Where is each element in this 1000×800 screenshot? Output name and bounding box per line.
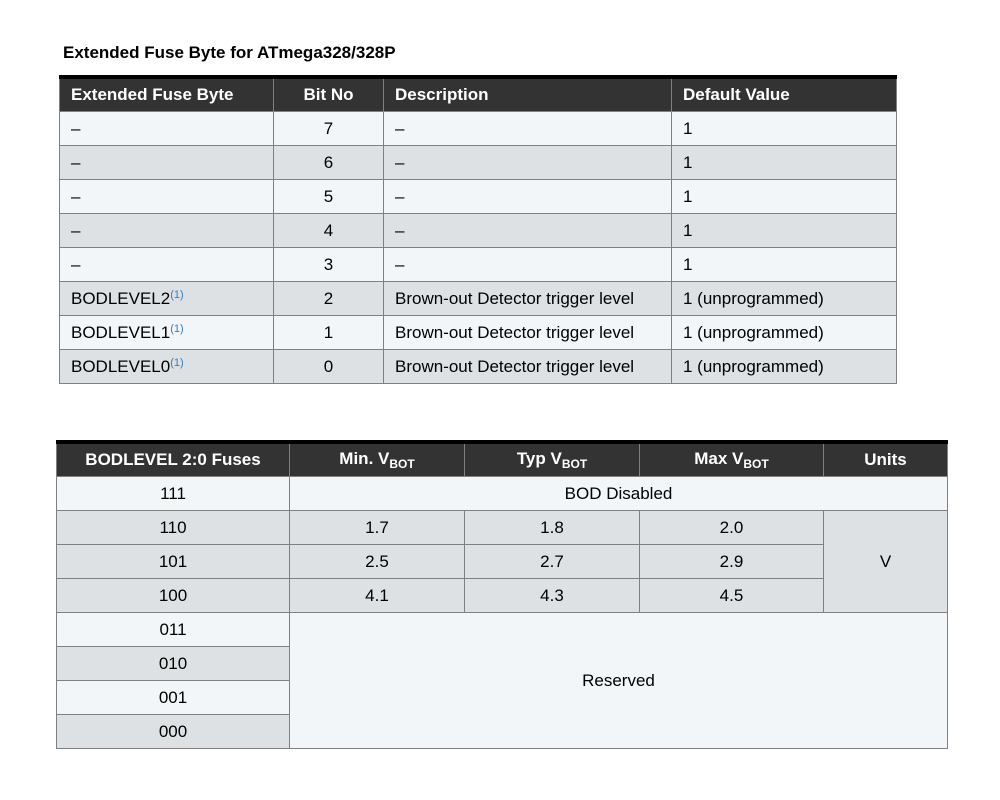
typ-vbot-cell: 2.7 [465, 545, 640, 579]
max-vbot-cell: 2.0 [640, 511, 824, 545]
bit-no-cell: 0 [274, 350, 384, 384]
bod-disabled-cell: BOD Disabled [290, 477, 948, 511]
default-value-cell: 1 (unprogrammed) [672, 282, 897, 316]
table-row [60, 248, 897, 282]
description-cell: – [384, 112, 672, 146]
footnote-ref: (1) [170, 356, 184, 369]
footnote-ref: (1) [170, 288, 184, 301]
header-typ-vbot [465, 442, 640, 477]
header-max-vbot [640, 442, 824, 477]
min-vbot-cell: 2.5 [290, 545, 465, 579]
description-cell: – [384, 180, 672, 214]
default-value-cell: 1 [672, 112, 897, 146]
table-row [60, 350, 897, 384]
header-max-label: Max V [694, 449, 744, 468]
table-caption: Extended Fuse Byte for ATmega328/328P [63, 43, 396, 62]
fuse-value-cell: 010 [57, 647, 290, 681]
fuse-value-cell: 101 [57, 545, 290, 579]
description-cell: Brown-out Detector trigger level [384, 282, 672, 316]
fuse-name-cell [60, 146, 274, 180]
header-subscript: BOT [743, 457, 769, 471]
fuse-name: – [71, 254, 81, 274]
header-subscript: BOT [561, 457, 588, 471]
fuse-value-cell: 100 [57, 579, 290, 613]
table-row [60, 282, 897, 316]
fuse-value-cell: 110 [57, 511, 290, 545]
bit-no-cell: 7 [274, 112, 384, 146]
max-vbot-cell: 2.9 [640, 545, 824, 579]
header-units: Units [824, 442, 948, 477]
description-cell: – [384, 248, 672, 282]
table-row [57, 545, 948, 579]
description-cell: Brown-out Detector trigger level [384, 350, 672, 384]
default-value-cell: 1 [672, 214, 897, 248]
description-cell: – [384, 146, 672, 180]
table-row [60, 146, 897, 180]
header-bit-no: Bit No [274, 77, 384, 112]
fuse-name: – [71, 152, 81, 172]
fuse-name-cell [60, 180, 274, 214]
default-value-cell: 1 [672, 180, 897, 214]
table-row [57, 477, 948, 511]
footnote-ref: (1) [170, 322, 184, 335]
fuse-name-cell [60, 316, 274, 350]
fuse-name: BODLEVEL0 [71, 356, 171, 376]
header-extended-fuse-byte: Extended Fuse Byte [60, 77, 274, 112]
header-default-value: Default Value [672, 77, 897, 112]
header-subscript: BOT [389, 457, 415, 471]
table-row [60, 112, 897, 146]
max-vbot-cell: 4.5 [640, 579, 824, 613]
table-row [60, 316, 897, 350]
default-value-cell: 1 [672, 146, 897, 180]
header-min-vbot [290, 442, 465, 477]
fuse-value-cell: 001 [57, 681, 290, 715]
header-row [60, 77, 897, 112]
fuse-name: BODLEVEL1 [71, 322, 171, 342]
bit-no-cell: 4 [274, 214, 384, 248]
fuse-name-cell [60, 112, 274, 146]
bodlevel-table [56, 440, 948, 749]
fuse-name: – [71, 118, 81, 138]
reserved-cell: Reserved [290, 613, 948, 749]
min-vbot-cell: 1.7 [290, 511, 465, 545]
fuse-name: – [71, 186, 81, 206]
bit-no-cell: 3 [274, 248, 384, 282]
fuse-value-cell: 111 [57, 477, 290, 511]
fuse-name-cell [60, 214, 274, 248]
fuse-value-cell: 000 [57, 715, 290, 749]
table-row [57, 613, 948, 647]
header-description: Description [384, 77, 672, 112]
default-value-cell: 1 (unprogrammed) [672, 350, 897, 384]
header-typ-label: Typ V [516, 449, 562, 468]
typ-vbot-cell: 1.8 [465, 511, 640, 545]
header-min-label: Min. V [339, 449, 390, 468]
table-row [60, 180, 897, 214]
bit-no-cell: 5 [274, 180, 384, 214]
fuse-name: BODLEVEL2 [71, 288, 171, 308]
fuse-name-cell [60, 282, 274, 316]
fuse-name-cell [60, 350, 274, 384]
default-value-cell: 1 [672, 248, 897, 282]
table-row [57, 511, 948, 545]
bit-no-cell: 1 [274, 316, 384, 350]
units-cell: V [824, 511, 948, 613]
typ-vbot-cell: 4.3 [465, 579, 640, 613]
bit-no-cell: 6 [274, 146, 384, 180]
table-row [60, 214, 897, 248]
extended-fuse-byte-table [59, 75, 897, 384]
fuse-name-cell [60, 248, 274, 282]
fuse-value-cell: 011 [57, 613, 290, 647]
fuse-name: – [71, 220, 81, 240]
bit-no-cell: 2 [274, 282, 384, 316]
min-vbot-cell: 4.1 [290, 579, 465, 613]
default-value-cell: 1 (unprogrammed) [672, 316, 897, 350]
header-row [57, 442, 948, 477]
description-cell: – [384, 214, 672, 248]
header-bodlevel-fuses: BODLEVEL 2:0 Fuses [57, 442, 290, 477]
description-cell: Brown-out Detector trigger level [384, 316, 672, 350]
table-row [57, 579, 948, 613]
